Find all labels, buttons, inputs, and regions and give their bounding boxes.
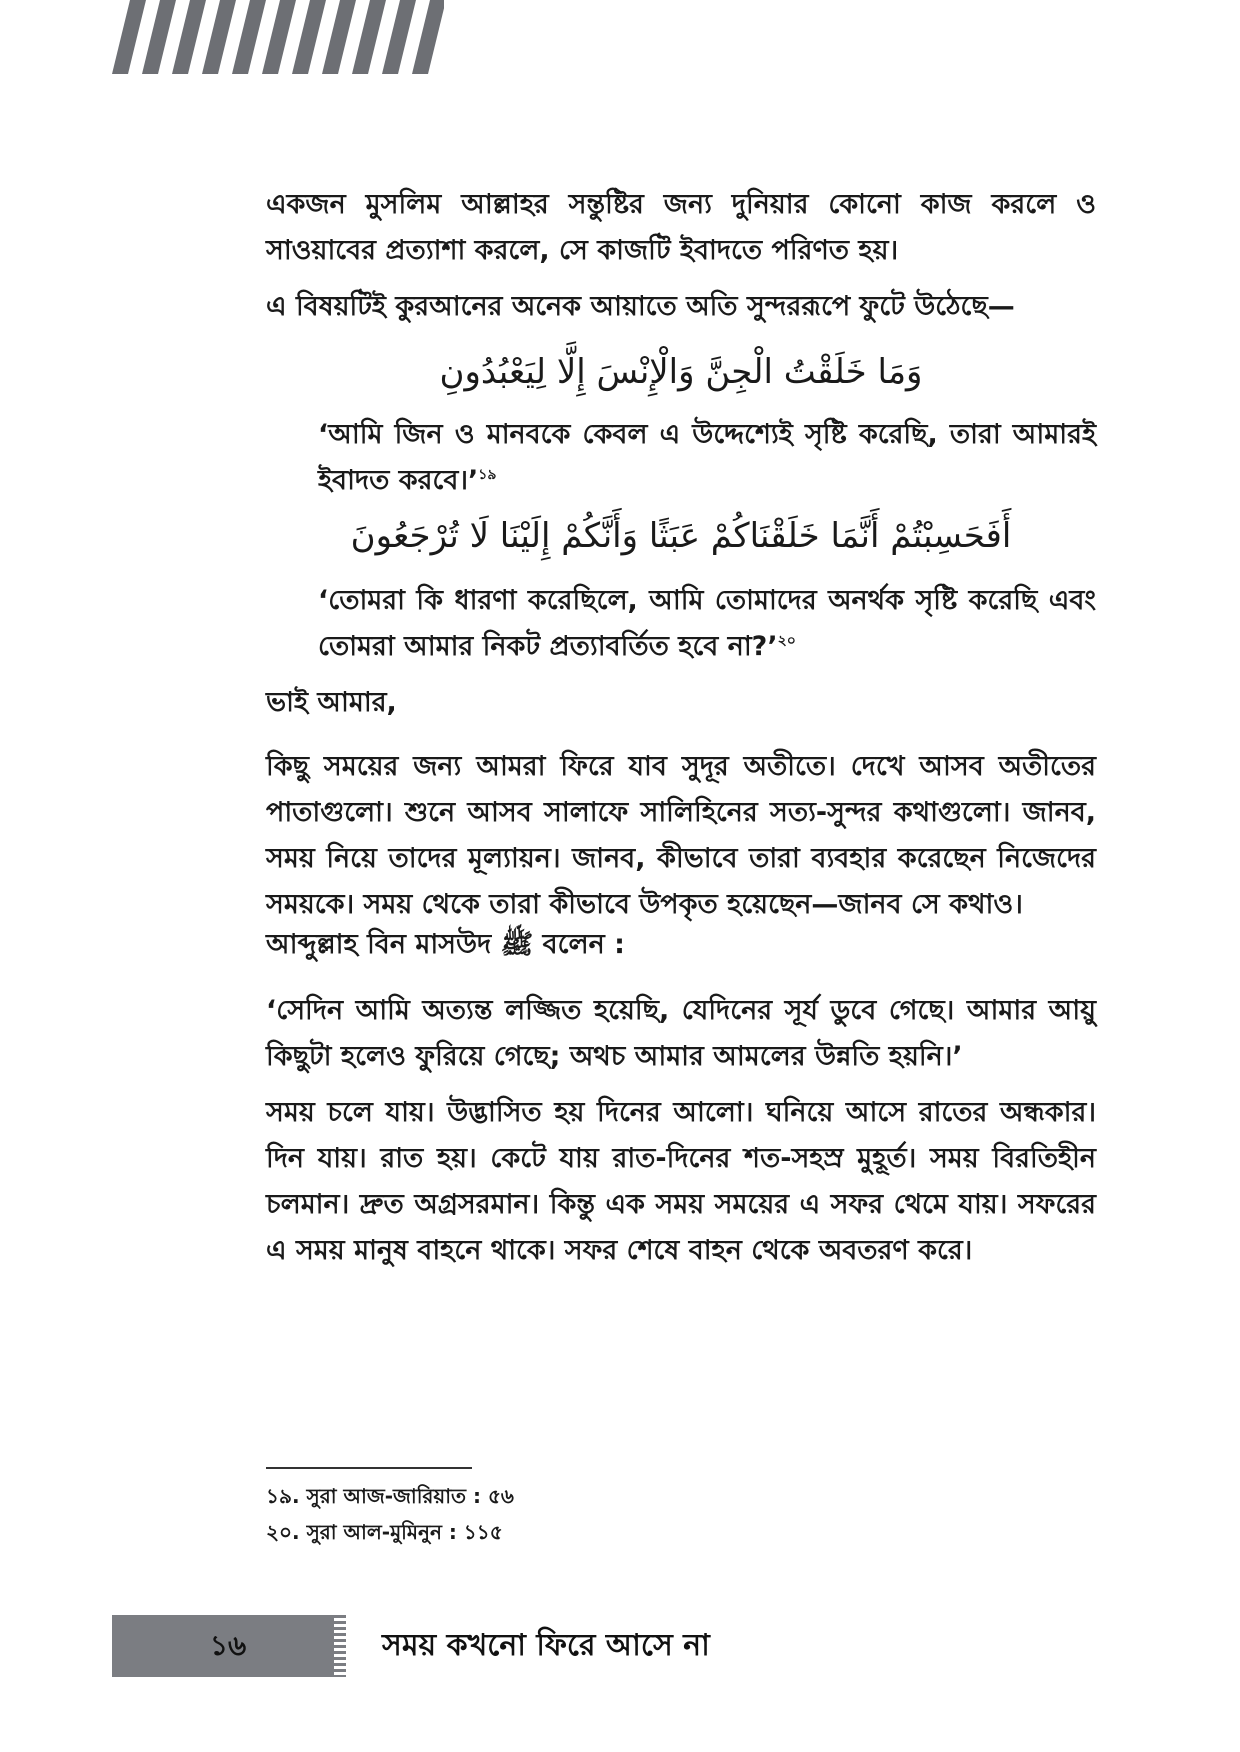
paragraph-salutation: ভাই আমার, (266, 687, 397, 718)
header-stripe (382, 0, 416, 74)
footnote-ref-20: ২০ (777, 633, 796, 649)
verse-translation-1-text: ‘আমি জিন ও মানবকে কেবল এ উদ্দেশ্যেই সৃষ্টি করেছি, তারা আমারই ইবাদত করবে।’ (318, 419, 1096, 496)
paragraph-quran-intro: এ বিষয়টিই কুরআনের অনেক আয়াতে অতি সুন্দররূপে ফুটে উঠেছে— (266, 291, 1015, 322)
arabic-verse-1: وَمَا خَلَقْتُ الْجِنَّ وَالْإِنْسَ إِلَّا لِيَعْبُدُونِ (439, 352, 923, 392)
header-stripe (322, 0, 356, 74)
footnote-ref-19: ১৯ (478, 467, 497, 483)
verse-translation-1 (318, 412, 1096, 504)
verse-translation-2 (318, 578, 1096, 670)
header-stripe (232, 0, 266, 74)
header-stripe (172, 0, 206, 74)
verse-translation-2-text: ‘তোমরা কি ধারণা করেছিলে, আমি তোমাদের অনর্থক সৃষ্টি করেছি এবং তোমরা আমার নিকট প্রত্যাবর্তিত হবে না?’ (318, 585, 1096, 662)
header-stripe (202, 0, 236, 74)
footnote-divider (266, 1467, 472, 1469)
paragraph-past: কিছু সময়ের জন্য আমরা ফিরে যাব সুদূর অতীতে। দেখে আসব অতীতের পাতাগুলো। শুনে আসব সালাফে সালিহিনের সত্য-সুন্দর কথাগুলো। জানব, সময় নিয়ে তাদের মূল্যায়ন। জানব, কীভাবে তারা ব্যবহার করেছেন নিজেদের সময়কে। সময় থেকে তারা কীভাবে উপকৃত হয়েছেন—জানব সে কথাও। (266, 751, 1096, 920)
paragraph-ibn-masud-quote: ‘সেদিন আমি অত্যন্ত লজ্জিত হয়েছি, যেদিনের সূর্য ডুবে গেছে। আমার আয়ু কিছুটা হলেও ফুরিয়ে গেছে; অথচ আমার আমলের উন্নতি হয়নি।’ (266, 995, 1096, 1072)
header-stripe (292, 0, 326, 74)
paragraph-intro: একজন মুসলিম আল্লাহর সন্তুষ্টির জন্য দুনিয়ার কোনো কাজ করলে ও সাওয়াবের প্রত্যাশা করলে, সে কাজটি ইবাদতে পরিণত হয়। (266, 189, 1096, 266)
header-stripe (112, 0, 146, 74)
arabic-verse-2: أَفَحَسِبْتُمْ أَنَّمَا خَلَقْنَاكُمْ عَبَثًا وَأَنَّكُمْ إِلَيْنَا لَا تُرْجَعُونَ (350, 516, 1012, 556)
page-number: ১৬ (209, 1629, 247, 1662)
header-stripe (142, 0, 176, 74)
footnote-20: ২০. সুরা আল-মুমিনুন : ১১৫ (266, 1520, 503, 1544)
paragraph-time-passes: সময় চলে যায়। উদ্ভাসিত হয় দিনের আলো। ঘনিয়ে আসে রাতের অন্ধকার। দিন যায়। রাত হয়। কেটে যায় রাত-দিনের শত-সহস্র মুহূর্ত। সময় বিরতিহীন চলমান। দ্রুত অগ্রসরমান। কিন্তু এক সময় সময়ের এ সফর থেমে যায়। সফরের এ সময় মানুষ বাহনে থাকে। সফর শেষে বাহন থেকে অবতরণ করে। (266, 1097, 1096, 1266)
footnote-19: ১৯. সুরা আজ-জারিয়াত : ৫৬ (266, 1484, 514, 1508)
header-stripe (262, 0, 296, 74)
book-title: সময় কখনো ফিরে আসে না (382, 1628, 710, 1663)
header-stripe (412, 0, 444, 74)
paragraph-attribution: আব্দুল্লাহ বিন মাসউদ ﷺ বলেন : (266, 929, 625, 960)
header-stripe (352, 0, 386, 74)
header-stripes (112, 0, 444, 74)
